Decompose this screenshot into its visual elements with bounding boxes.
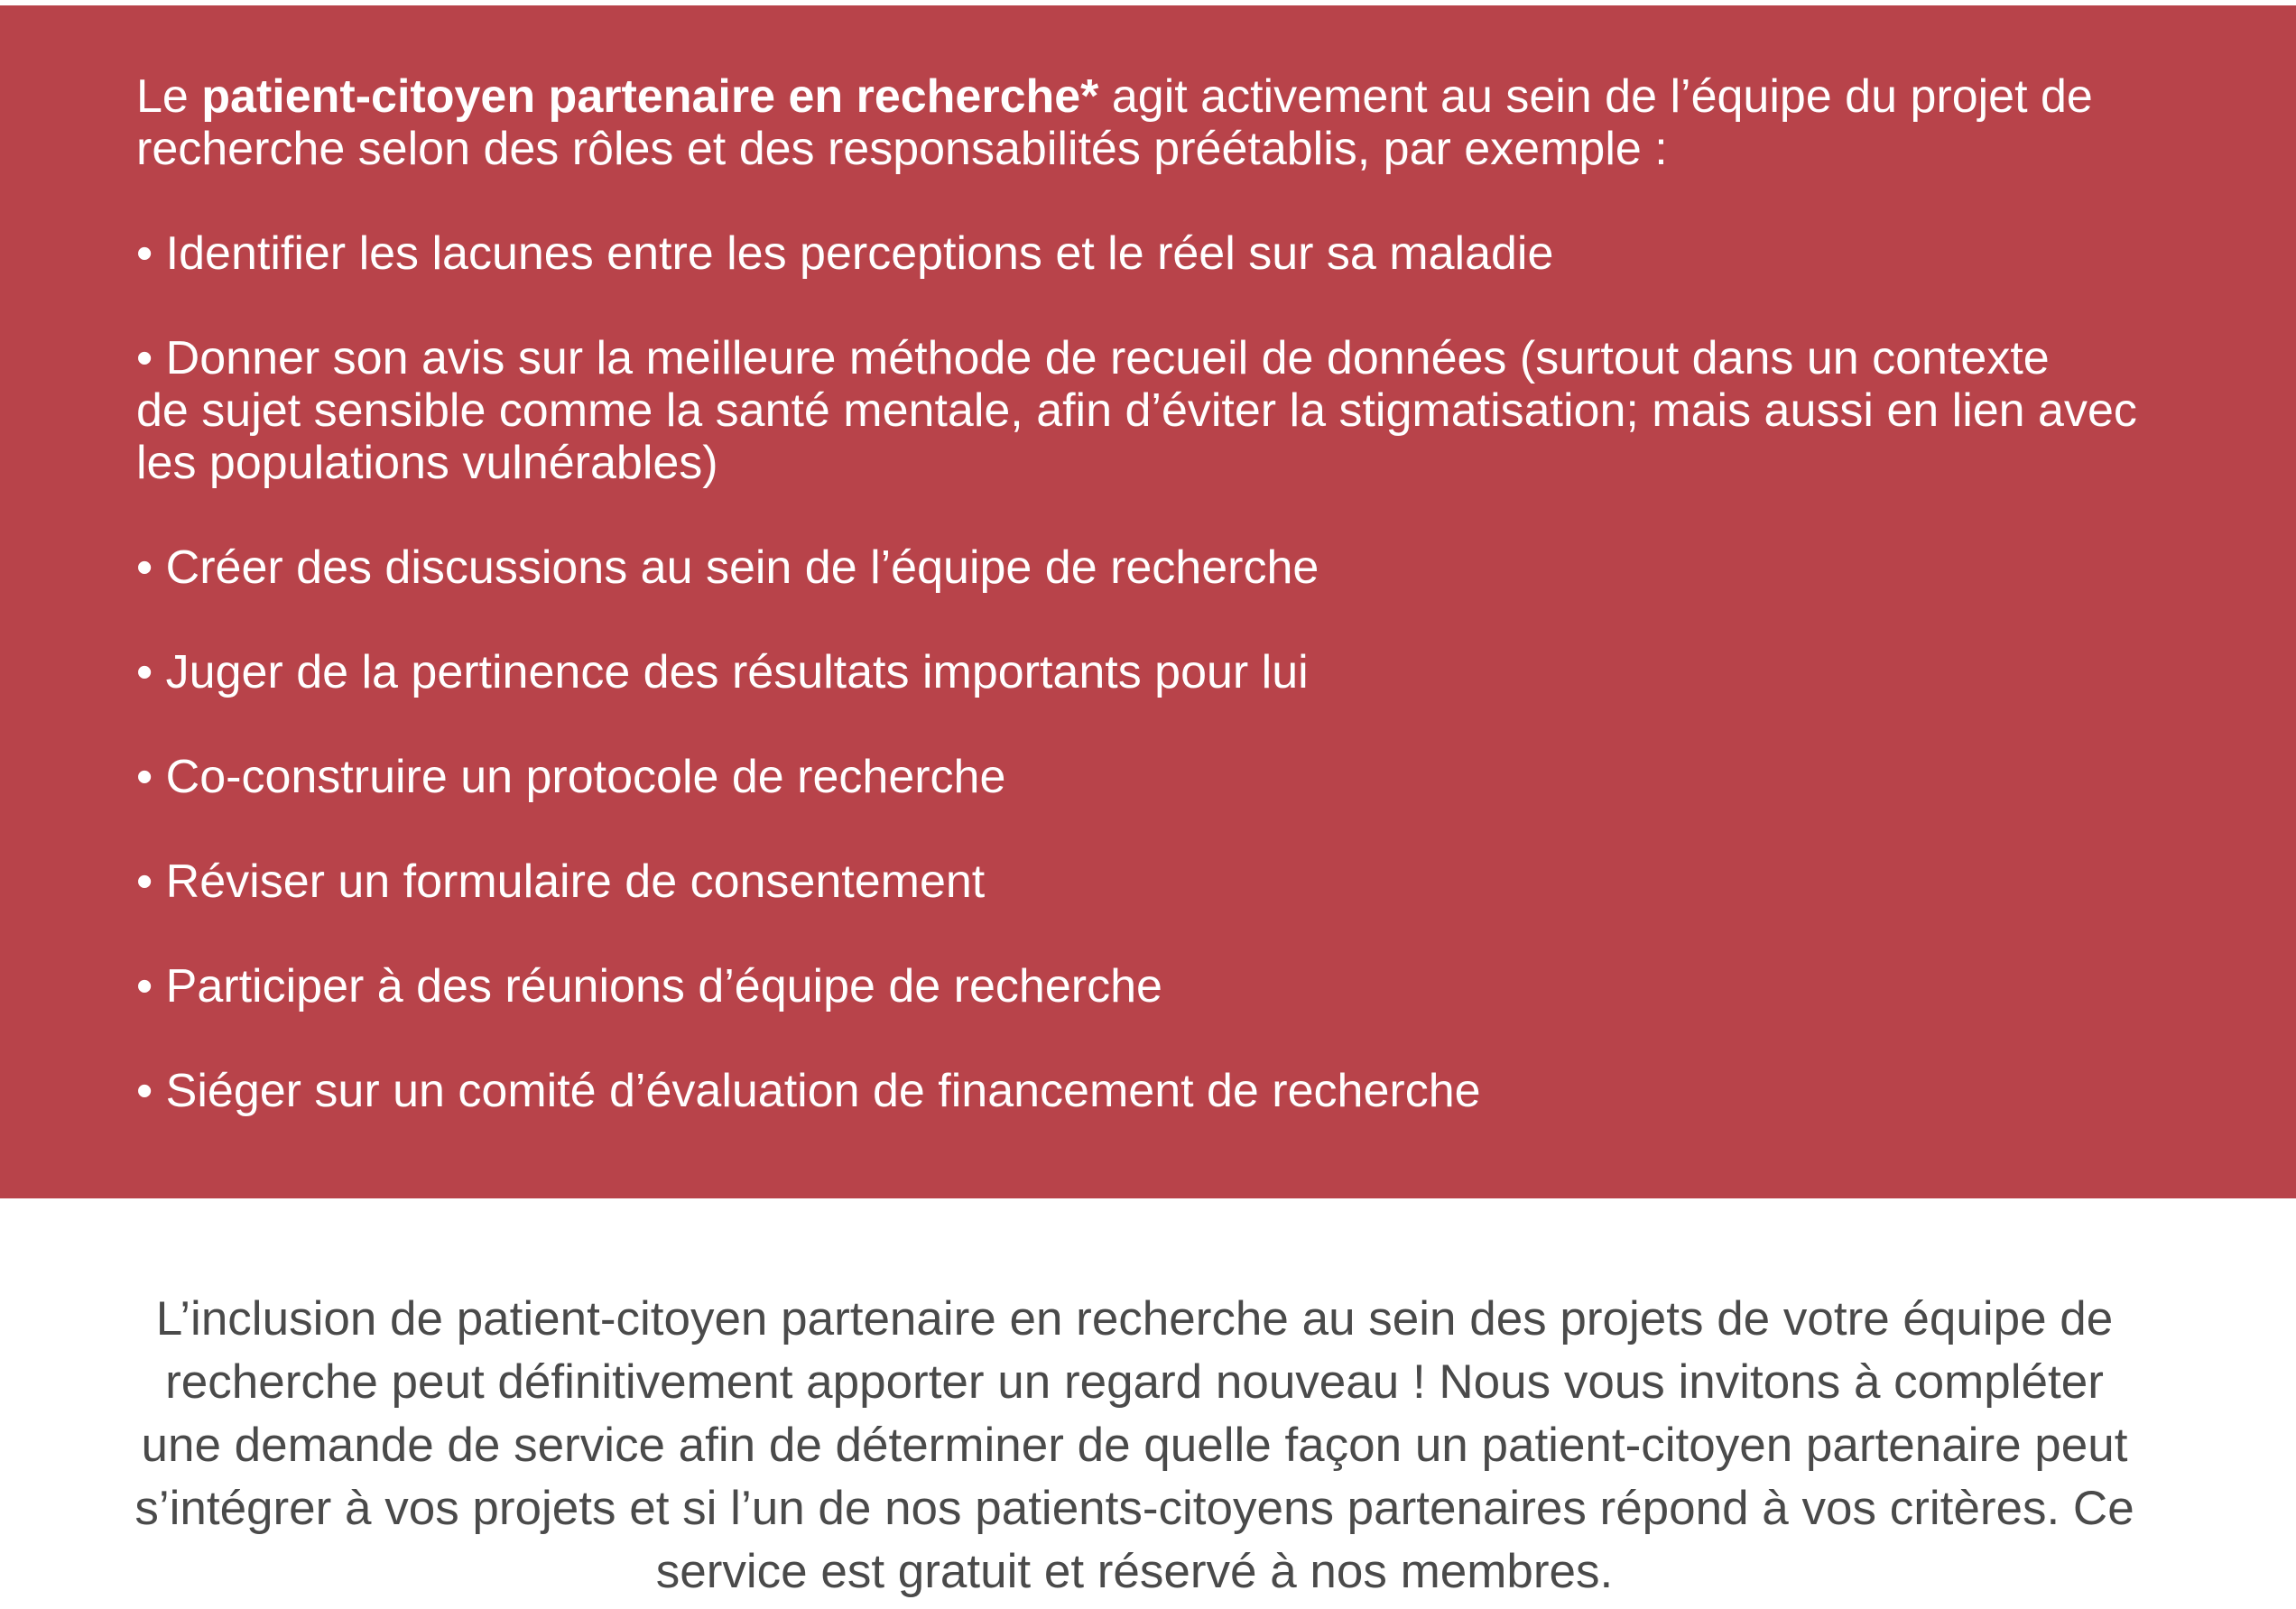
- role-text: Créer des discussions au sein de l’équipe de recherche: [165, 541, 1319, 594]
- bullet-marker: •: [136, 855, 153, 908]
- role-item: [136, 646, 2296, 698]
- role-text: Co-construire un protocole de recherche: [165, 751, 1006, 803]
- bullet-marker: •: [136, 541, 153, 594]
- invitation-line: une demande de service afin de déterminer de quelle façon un patient-citoyen partenaire peut: [141, 1419, 2128, 1472]
- invitation-line: service est gratuit et réservé à nos membres.: [655, 1545, 1614, 1598]
- role-text: Siéger sur un comité d’évaluation de financement de recherche: [165, 1065, 1481, 1117]
- invitation-line: s’intégrer à vos projets et si l’un de nos patients-citoyens partenaires répond à vos critères. Ce: [134, 1482, 2134, 1535]
- invitation-paragraph: [0, 1288, 2269, 1604]
- role-item: [136, 332, 2296, 489]
- intro-paragraph: [136, 70, 2296, 175]
- bullet-marker: •: [136, 960, 153, 1013]
- intro-line: recherche selon des rôles et des responsabilités préétablis, par exemple :: [136, 123, 1668, 175]
- role-text: Identifier les lacunes entre les perceptions et le réel sur sa maladie: [165, 227, 1554, 280]
- bullet-marker: •: [136, 1065, 153, 1117]
- role-text: les populations vulnérables): [136, 437, 718, 489]
- role-text: Participer à des réunions d’équipe de recherche: [165, 960, 1162, 1013]
- role-list: [136, 227, 2296, 1117]
- role-item: [136, 960, 2296, 1013]
- bullet-marker: •: [136, 332, 153, 384]
- role-text: Donner son avis sur la meilleure méthode de recueil de données (surtout dans un contexte: [165, 332, 2050, 384]
- bullet-marker: •: [136, 751, 153, 803]
- intro-highlight: patient-citoyen partenaire en recherche*: [201, 70, 1099, 123]
- role-item: [136, 855, 2296, 908]
- role-item: [136, 227, 2296, 280]
- bullet-marker: •: [136, 227, 153, 280]
- intro-line-rest: agit activement au sein de l’équipe du projet de: [1098, 70, 2093, 123]
- role-item: [136, 1065, 2296, 1117]
- role-text: de sujet sensible comme la santé mentale, afin d’éviter la stigmatisation; mais aussi en lien avec: [136, 384, 2137, 437]
- invitation-line: recherche peut définitivement apporter un regard nouveau ! Nous vous invitons à compléter: [165, 1355, 2104, 1409]
- intro-line: [136, 70, 2296, 123]
- role-text: Réviser un formulaire de consentement: [165, 855, 986, 908]
- bullet-marker: •: [136, 646, 153, 698]
- role-text: Juger de la pertinence des résultats importants pour lui: [165, 646, 1309, 698]
- intro-prefix: Le: [136, 70, 202, 123]
- role-item: [136, 541, 2296, 594]
- role-panel: [0, 5, 2296, 1198]
- invitation-line: L’inclusion de patient-citoyen partenaire en recherche au sein des projets de votre équipe de: [155, 1292, 2114, 1345]
- role-item: [136, 751, 2296, 803]
